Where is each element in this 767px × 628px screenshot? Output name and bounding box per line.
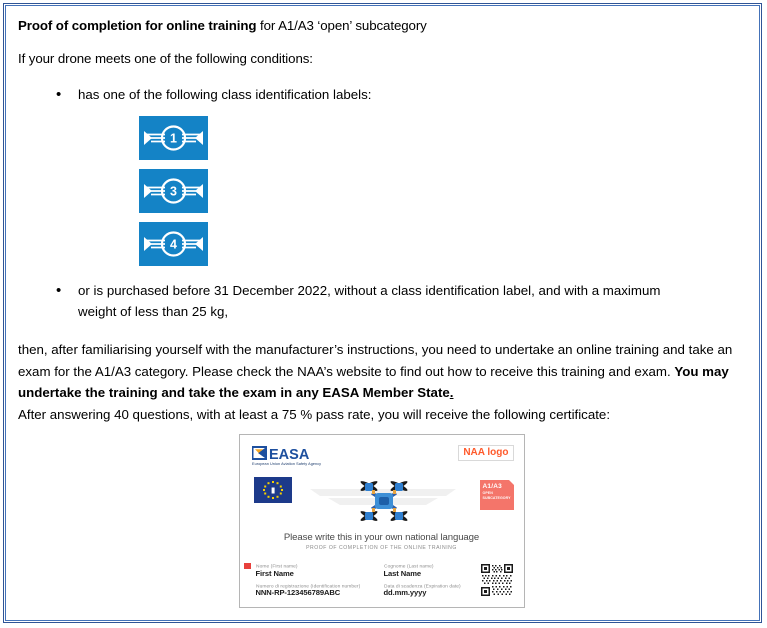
a1a3-badge-main: A1/A3	[482, 483, 502, 490]
bullet-marker: •	[56, 282, 62, 299]
certificate-card	[239, 434, 525, 608]
first-name-label: Nome (First name)	[255, 562, 298, 569]
certificate-center-main: Please write this in your own national language	[283, 532, 480, 543]
closing-paragraph-part1: then, after familiarising yourself with the manufacturer’s instructions, you need to undertake an online training and take an exam for the A1/A3 category. Please check the NAA’s website to find out how to receive this training and exam.	[18, 342, 733, 379]
class-label-list	[139, 116, 745, 266]
certificate-center-sub: PROOF OF COMPLETION OF THE ONLINE TRAINING	[306, 545, 457, 551]
easa-tagline: European Union Aviation Safety Agency	[251, 461, 321, 466]
class-label-c4-icon	[139, 222, 208, 266]
red-accent-tab	[244, 563, 251, 569]
class-label-c3-number: 3	[170, 184, 177, 199]
first-name-value: First Name	[255, 568, 294, 578]
naa-logo-placeholder: NAA logo	[458, 445, 513, 461]
class-label-c3-icon	[139, 169, 208, 213]
document-frame	[3, 3, 762, 623]
easa-wordmark-icon	[252, 445, 330, 461]
document-frame-inner	[5, 5, 760, 621]
registration-number-value: NNN-RP-123456789ABC	[255, 588, 341, 597]
bullet-marker: •	[56, 86, 62, 103]
registration-number-label: Numero di registrazione (Identification number)	[255, 581, 360, 589]
last-name-label: Cognome (Last name)	[383, 562, 434, 569]
page-title-rest: for A1/A3 ‘open’ subcategory	[256, 18, 427, 33]
qr-code-icon	[480, 563, 514, 597]
document-body	[6, 6, 759, 608]
class-label-c4-number: 4	[170, 237, 177, 252]
easa-wordmark-text: EASA	[268, 447, 309, 461]
bullet-text: has one of the following class identification labels:	[78, 87, 372, 102]
closing-paragraph-bold: You may undertake the training and take the exam in any EASA Member State	[18, 363, 729, 400]
a1a3-subcategory-badge	[480, 480, 514, 510]
class-label-c1-icon	[139, 116, 208, 160]
certificate-field-grid	[256, 563, 512, 602]
conditions-intro: If your drone meets one of the following conditions:	[18, 51, 313, 66]
class-label-c3	[139, 169, 208, 213]
drone-icon	[348, 473, 420, 529]
page-title-bold: Proof of completion for online training	[18, 18, 257, 33]
certificate-figure	[18, 434, 745, 608]
closing-paragraph-block	[18, 339, 745, 425]
eu-stars-icon	[254, 477, 292, 503]
badge-corner-fold-icon	[509, 480, 514, 485]
certificate-field-col-left	[256, 563, 384, 602]
a1a3-badge-sub: OPEN SUBCATEGORY	[482, 491, 511, 500]
last-name-value: Last Name	[383, 568, 422, 578]
bullet-item-legacy-drone	[56, 280, 745, 322]
certificate-center-text	[240, 532, 524, 551]
closing-paragraph	[18, 339, 745, 404]
expiry-date-label: Data di scadenza (Expiration date)	[383, 581, 461, 589]
class-label-c1-number: 1	[170, 131, 177, 146]
certificate-fields	[240, 563, 524, 602]
page-title	[18, 15, 745, 37]
closing-paragraph-period: .	[449, 385, 454, 400]
bullet-text: or is purchased before 31 December 2022, without a class identification label, and with a maximum weight of less than 25 kg,	[78, 283, 661, 319]
class-label-c4	[139, 222, 208, 266]
eu-flag-icon	[254, 477, 292, 503]
class-label-c1	[139, 116, 208, 160]
bullet-item-class-labels	[56, 84, 745, 105]
expiry-date-value: dd.mm.yyyy	[383, 588, 427, 597]
after-answering-line: After answering 40 questions, with at least a 75 % pass rate, you will receive the following certificate:	[18, 406, 611, 422]
easa-logo	[252, 445, 330, 465]
